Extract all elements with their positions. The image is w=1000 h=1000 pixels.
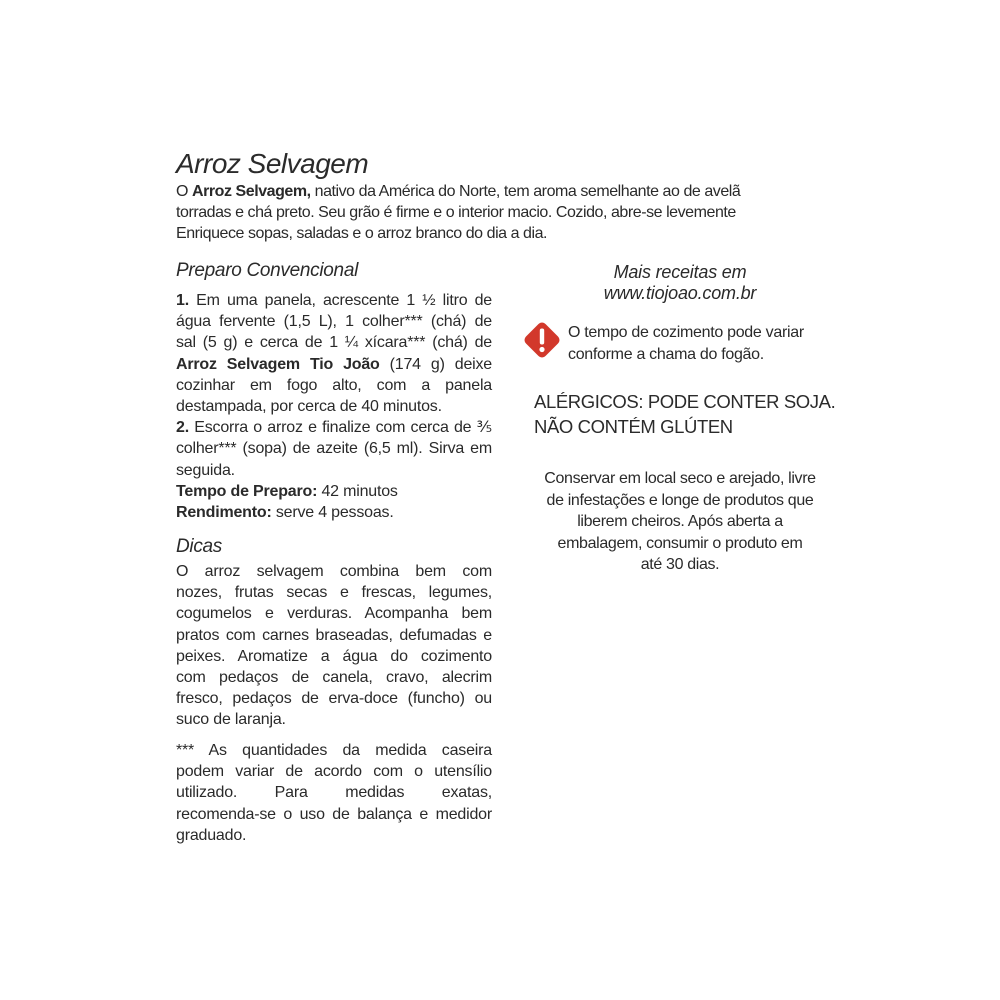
storage-line: até 30 dias. — [640, 556, 720, 573]
dicas-line: pratos com carnes braseadas, defumadas e — [176, 626, 492, 644]
step1-text-4: (174 g) deixe — [379, 355, 492, 373]
dicas-line: com pedaços de canela, cravo, alecrim — [176, 669, 492, 687]
intro-line-2: torradas e chá preto. Seu grão é firme e o interior macio. Cozido, abre-se levemente — [176, 204, 736, 221]
intro-line-1 — [176, 181, 740, 202]
dicas-line: fresco, pedaços de erva-doce (funcho) ou — [176, 690, 492, 708]
step1-line-1 — [176, 290, 492, 311]
storage-line: de infestações e longe de produtos que — [546, 491, 814, 509]
intro-prefix: O — [176, 183, 192, 200]
tempo-preparo — [176, 481, 492, 502]
step1-line-3: sal (5 g) e cerca de 1 ¼ xícara*** (chá) de — [176, 334, 492, 352]
note-line: graduado. — [176, 826, 247, 844]
warning-line-2: conforme a chama do fogão. — [568, 346, 764, 363]
step2-line-3: seguida. — [176, 461, 235, 479]
step2-line-1 — [176, 417, 492, 438]
cooking-time-warning — [568, 322, 804, 366]
intro-paragraph — [176, 181, 740, 244]
note-line: podem variar de acordo com o utensílio — [176, 763, 492, 781]
allergen-warning — [534, 389, 835, 439]
allergen-line-2: NÃO CONTÉM GLÚTEN — [534, 416, 733, 437]
storage-line: Conservar em local seco e arejado, livre — [544, 470, 816, 487]
website-link[interactable]: www.tiojoao.com.br — [603, 283, 757, 303]
step2-text-1: Escorra o arroz e finalize com cerca de ⅗ — [188, 419, 492, 437]
preparo-heading: Preparo Convencional — [176, 260, 359, 281]
tempo-label: Tempo de Preparo: — [176, 482, 318, 500]
step1-number: 1. — [176, 292, 189, 309]
step1-line-5: cozinhar em fogo alto, com a panela — [176, 376, 492, 394]
product-title: Arroz Selvagem — [176, 148, 369, 179]
dicas-line: suco de laranja. — [176, 711, 286, 729]
note-line: recomenda-se o uso de balança e medidor — [176, 805, 492, 823]
dicas-line: O arroz selvagem combina bem com — [176, 563, 492, 580]
storage-line: liberem cheiros. Após aberta a — [577, 513, 783, 530]
rendimento — [176, 502, 492, 523]
intro-bold-name: Arroz Selvagem, — [192, 183, 311, 200]
more-recipes-label: Mais receitas em — [613, 262, 747, 282]
dicas-line: cogumelos e verduras. Acompanha bem — [176, 605, 492, 623]
rendimento-value: serve 4 pessoas. — [271, 504, 394, 522]
storage-instructions — [520, 468, 840, 576]
step2-line-2: colher*** (sopa) de azeite (6,5 ml). Sirva em — [176, 440, 492, 458]
measure-note — [176, 740, 492, 846]
step1-line-6: destampada, por cerca de 40 minutos. — [176, 398, 442, 416]
dicas-line: peixes. Aromatize a água do cozimento — [176, 647, 492, 665]
allergen-line-1: ALÉRGICOS: PODE CONTER SOJA. — [534, 391, 836, 412]
exclamation-diamond-icon — [523, 321, 561, 359]
intro-line-1-rest: nativo da América do Norte, tem aroma semelhante ao de avelã — [310, 183, 741, 200]
tempo-value: 42 minutos — [317, 482, 398, 500]
more-recipes — [520, 262, 840, 304]
step1-line-2: água fervente (1,5 L), 1 colher*** (chá) de — [176, 313, 492, 331]
storage-line: embalagem, consumir o produto em — [557, 534, 803, 552]
preparo-steps — [176, 290, 492, 523]
dicas-line: nozes, frutas secas e frescas, legumes, — [176, 584, 492, 602]
note-line: utilizado. Para medidas exatas, — [176, 784, 492, 802]
dicas-heading: Dicas — [176, 536, 223, 557]
warning-line-1: O tempo de cozimento pode variar — [568, 324, 804, 341]
intro-line-3: Enriquece sopas, saladas e o arroz branco do dia a dia. — [176, 225, 548, 242]
product-name-bold: Arroz Selvagem Tio João — [176, 355, 380, 373]
dicas-text — [176, 561, 492, 731]
step1-line-4 — [176, 354, 492, 375]
step2-number: 2. — [176, 419, 189, 437]
step1-text-1: Em uma panela, acrescente 1 ½ litro de — [188, 292, 492, 309]
rendimento-label: Rendimento: — [176, 504, 272, 522]
note-line: *** As quantidades da medida caseira — [176, 742, 492, 759]
